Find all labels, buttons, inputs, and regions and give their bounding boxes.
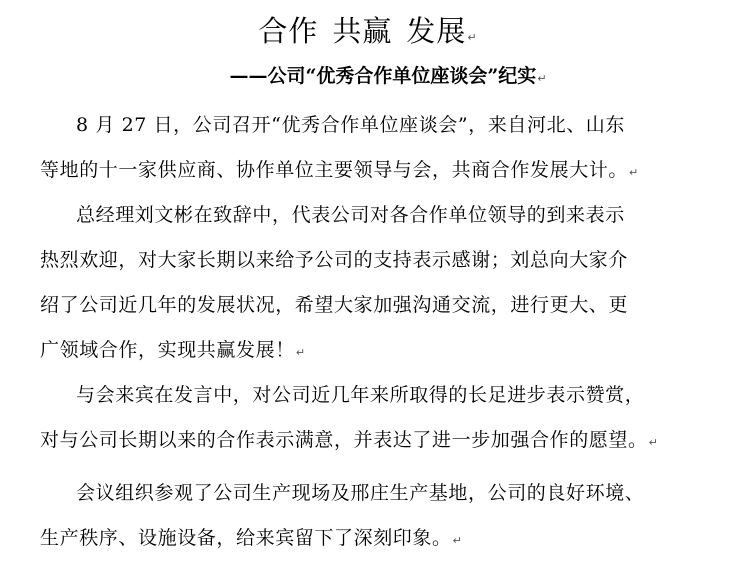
document-title	[0, 10, 736, 59]
line-text: 生产秩序、设施设备，给来宾留下了深刻印象。	[40, 527, 452, 549]
line-text: 热烈欢迎，对大家长期以来给予公司的支持表示感谢；刘总向大家介	[40, 249, 629, 271]
paragraph-4-line-1	[76, 479, 644, 507]
line-text: 8 月 27 日，公司召开“优秀合作单位座谈会”，来自河北、山东	[76, 114, 626, 136]
paragraph-mark-icon: ↵	[452, 534, 463, 547]
title-part-2: 共赢	[332, 14, 393, 48]
paragraph-2-line-1	[76, 201, 625, 229]
paragraph-2-line-2	[40, 246, 628, 274]
line-text: 会议组织参观了公司生产现场及邢庄生产基地，公司的良好环境、	[76, 482, 645, 504]
paragraph-4-line-2	[40, 524, 462, 555]
paragraph-2-line-3	[40, 291, 628, 319]
paragraph-mark-icon: ↵	[467, 31, 478, 44]
line-text: 对与公司长期以来的合作表示满意，并表达了进一步加强合作的愿望。	[40, 429, 648, 451]
paragraph-3-line-1	[76, 381, 644, 409]
paragraph-3-line-2	[40, 426, 658, 457]
line-text: 总经理刘文彬在致辞中，代表公司对各合作单位领导的到来表示	[76, 204, 625, 226]
paragraph-1-line-2	[40, 156, 639, 187]
paragraph-mark-icon: ↵	[629, 166, 639, 179]
paragraph-mark-icon: ↵	[295, 346, 306, 359]
paragraph-mark-icon: ↵	[648, 436, 659, 449]
subtitle-text: ——公司“优秀合作单位座谈会”纪实	[229, 65, 537, 87]
title-part-3: 发展	[406, 14, 467, 48]
paragraph-mark-icon: ↵	[537, 72, 547, 85]
document-subtitle	[0, 62, 736, 93]
line-text: 等地的十一家供应商、协作单位主要领导与会，共商合作发展大计。	[40, 159, 629, 181]
line-text: 绍了公司近几年的发展状况，希望大家加强沟通交流，进行更大、更	[40, 294, 629, 316]
paragraph-1-line-1	[76, 111, 625, 139]
title-part-1: 合作	[258, 14, 319, 48]
line-text: 广领域合作，实现共赢发展！	[40, 339, 295, 361]
line-text: 与会来宾在发言中，对公司近几年来所取得的长足进步表示赞赏，	[76, 384, 645, 406]
paragraph-2-line-4	[40, 336, 306, 367]
